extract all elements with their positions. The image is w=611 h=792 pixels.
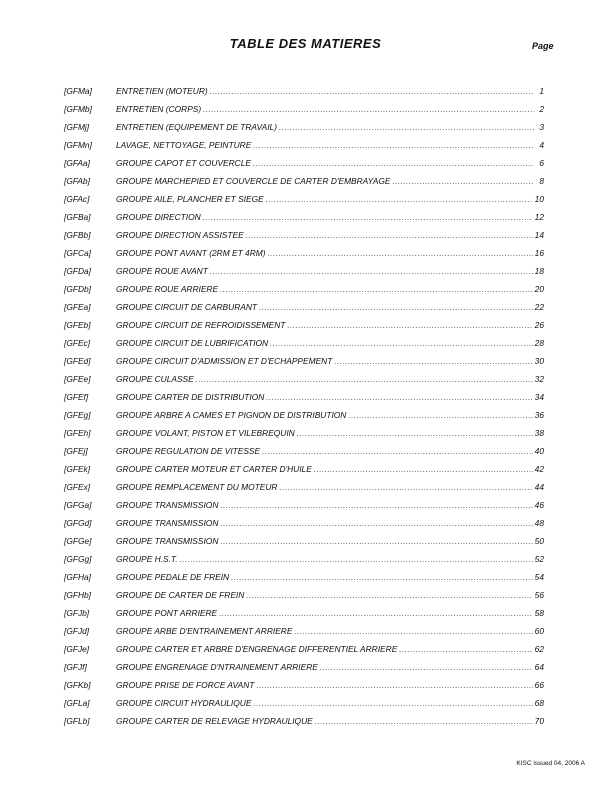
toc-entry-label: LAVAGE, NETTOYAGE, PEINTURE (116, 140, 252, 150)
dot-leader (279, 123, 534, 131)
toc-entry-label: GROUPE CARTER DE DISTRIBUTION (116, 392, 265, 402)
toc-entry-label: GROUPE CIRCUIT D'ADMISSION ET D'ECHAPPEMENT (116, 356, 333, 366)
toc-entry (64, 586, 544, 604)
toc-entry-page-number: 14 (534, 230, 544, 240)
toc-entry-code: [GFEh] (64, 428, 91, 438)
dot-leader (203, 105, 534, 113)
toc-entry-code: [GFEx] (64, 482, 91, 492)
toc-entry-label: GROUPE CIRCUIT DE REFROIDISSEMENT (116, 320, 286, 330)
toc-entry-page-number: 34 (534, 392, 544, 402)
toc-entry (64, 316, 544, 334)
toc-entry (64, 478, 544, 496)
toc-entry-page-number: 56 (534, 590, 544, 600)
dot-leader (253, 141, 534, 149)
toc-entry-code: [GFHa] (64, 572, 91, 582)
toc-entry-code: [GFLb] (64, 716, 90, 726)
toc-entry-code: [GFMn] (64, 140, 92, 150)
toc-entry-code: [GFMa] (64, 86, 92, 96)
dot-leader (294, 627, 532, 635)
dot-leader (279, 483, 532, 491)
toc-entry-page-number: 36 (534, 410, 544, 420)
toc-entry (64, 532, 544, 550)
toc-entry-page-number: 68 (534, 698, 544, 708)
dot-leader (266, 195, 533, 203)
dot-leader (287, 321, 532, 329)
dot-leader (246, 591, 532, 599)
toc-entry-page-number: 8 (539, 176, 544, 186)
toc-entry-page-number: 42 (534, 464, 544, 474)
toc-entry (64, 262, 544, 280)
toc-entry-page-number: 30 (534, 356, 544, 366)
toc-entry (64, 226, 544, 244)
table-of-contents (64, 82, 544, 730)
toc-entry (64, 298, 544, 316)
toc-entry-code: [GFBb] (64, 230, 91, 240)
toc-entry-label: GROUPE REGULATION DE VITESSE (116, 446, 261, 456)
toc-entry-label: GROUPE DIRECTION ASSISTEE (116, 230, 244, 240)
toc-entry-page-number: 62 (534, 644, 544, 654)
toc-entry-page-number: 26 (534, 320, 544, 330)
toc-entry-label: GROUPE DIRECTION (116, 212, 201, 222)
footer-issue-note: KISC issued 04, 2006 A (516, 760, 585, 767)
toc-entry-code: [GFDa] (64, 266, 91, 276)
dot-leader (262, 447, 533, 455)
toc-entry (64, 100, 544, 118)
toc-entry (64, 604, 544, 622)
toc-entry (64, 694, 544, 712)
dot-leader (314, 465, 533, 473)
toc-entry (64, 136, 544, 154)
toc-entry-page-number: 40 (534, 446, 544, 456)
toc-entry-code: [GFAc] (64, 194, 90, 204)
toc-entry (64, 406, 544, 424)
toc-entry-label: GROUPE CARTER MOTEUR ET CARTER D'HUILE (116, 464, 312, 474)
toc-entry-code: [GFGd] (64, 518, 92, 528)
toc-entry-code: [GFHb] (64, 590, 91, 600)
dot-leader (253, 699, 532, 707)
toc-entry-label: GROUPE TRANSMISSION (116, 500, 219, 510)
toc-entry-code: [GFJe] (64, 644, 90, 654)
toc-entry-code: [GFEd] (64, 356, 91, 366)
toc-entry-code: [GFAb] (64, 176, 90, 186)
toc-entry (64, 658, 544, 676)
toc-entry-label: GROUPE ROUE ARRIERE (116, 284, 219, 294)
toc-entry (64, 82, 544, 100)
toc-entry-label: GROUPE ARBE D'ENTRAINEMENT ARRIERE (116, 626, 293, 636)
toc-entry-page-number: 64 (534, 662, 544, 672)
toc-entry-code: [GFDb] (64, 284, 91, 294)
toc-entry-label: GROUPE PONT ARRIERE (116, 608, 218, 618)
toc-entry-label: ENTRETIEN (CORPS) (116, 104, 202, 114)
toc-entry-page-number: 18 (534, 266, 544, 276)
toc-entry-code: [GFMj] (64, 122, 90, 132)
toc-entry-page-number: 2 (539, 104, 544, 114)
toc-entry-label: GROUPE CULASSE (116, 374, 194, 384)
toc-entry-label: ENTRETIEN (MOTEUR) (116, 86, 208, 96)
toc-entry-page-number: 32 (534, 374, 544, 384)
page-title: TABLE DES MATIERES (229, 36, 382, 51)
toc-entry-label: GROUPE ENGRENAGE D'NTRAINEMENT ARRIERE (116, 662, 318, 672)
toc-entry (64, 208, 544, 226)
toc-entry (64, 352, 544, 370)
toc-entry-page-number: 44 (534, 482, 544, 492)
toc-entry-label: GROUPE ROUE AVANT (116, 266, 208, 276)
dot-leader (210, 267, 533, 275)
toc-entry-code: [GFLa] (64, 698, 90, 708)
toc-entry-code: [GFBa] (64, 212, 91, 222)
toc-entry-code: [GFJb] (64, 608, 90, 618)
dot-leader (180, 555, 533, 563)
toc-entry-page-number: 50 (534, 536, 544, 546)
toc-entry-page-number: 22 (534, 302, 544, 312)
toc-entry-code: [GFEa] (64, 302, 91, 312)
toc-entry-page-number: 38 (534, 428, 544, 438)
toc-entry (64, 154, 544, 172)
toc-entry-code: [GFEk] (64, 464, 91, 474)
toc-entry-code: [GFGe] (64, 536, 92, 546)
toc-entry-label: GROUPE CAPOT ET COUVERCLE (116, 158, 251, 168)
toc-entry (64, 280, 544, 298)
toc-entry-page-number: 60 (534, 626, 544, 636)
toc-entry-label: GROUPE CIRCUIT DE CARBURANT (116, 302, 257, 312)
dot-leader (231, 573, 533, 581)
toc-entry-label: GROUPE TRANSMISSION (116, 518, 219, 528)
dot-leader (315, 717, 533, 725)
toc-entry-label: GROUPE CARTER ET ARBRE D'ENGRENAGE DIFFERENTIEL ARRIERE (116, 644, 398, 654)
toc-entry-page-number: 20 (534, 284, 544, 294)
toc-entry-label: GROUPE H.S.T. (116, 554, 178, 564)
toc-entry-page-number: 48 (534, 518, 544, 528)
toc-entry-code: [GFGa] (64, 500, 92, 510)
toc-entry-label: GROUPE ARBRE A CAMES ET PIGNON DE DISTRIBUTION (116, 410, 347, 420)
toc-entry (64, 334, 544, 352)
dot-leader (220, 537, 532, 545)
dot-leader (220, 501, 532, 509)
toc-entry-code: [GFGg] (64, 554, 92, 564)
dot-leader (210, 87, 534, 95)
toc-entry (64, 550, 544, 568)
dot-leader (270, 339, 533, 347)
toc-entry-code: [GFKb] (64, 680, 91, 690)
toc-entry-code: [GFEf] (64, 392, 89, 402)
toc-entry-code: [GFEb] (64, 320, 91, 330)
toc-entry-page-number: 12 (534, 212, 544, 222)
dot-leader (253, 159, 534, 167)
toc-entry (64, 622, 544, 640)
toc-entry-page-number: 3 (539, 122, 544, 132)
toc-entry-page-number: 70 (534, 716, 544, 726)
dot-leader (334, 357, 532, 365)
toc-entry (64, 568, 544, 586)
toc-entry-code: [GFEe] (64, 374, 91, 384)
toc-entry-label: GROUPE CARTER DE RELEVAGE HYDRAULIQUE (116, 716, 313, 726)
toc-entry (64, 712, 544, 730)
dot-leader (220, 285, 533, 293)
toc-entry-code: [GFCa] (64, 248, 91, 258)
dot-leader (348, 411, 532, 419)
toc-entry-code: [GFEj] (64, 446, 88, 456)
toc-entry-page-number: 52 (534, 554, 544, 564)
toc-entry-label: GROUPE VOLANT, PISTON ET VILEBREQUIN (116, 428, 295, 438)
toc-entry-page-number: 6 (539, 158, 544, 168)
dot-leader (266, 393, 532, 401)
dot-leader (203, 213, 533, 221)
dot-leader (246, 231, 533, 239)
toc-entry-page-number: 46 (534, 500, 544, 510)
toc-entry (64, 514, 544, 532)
toc-entry (64, 244, 544, 262)
toc-entry-label: GROUPE MARCHEPIED ET COUVERCLE DE CARTER D'EMBRAYAGE (116, 176, 391, 186)
toc-entry-code: [GFAa] (64, 158, 90, 168)
toc-entry-code: [GFJd] (64, 626, 90, 636)
dot-leader (219, 609, 533, 617)
toc-entry-page-number: 58 (534, 608, 544, 618)
toc-entry (64, 172, 544, 190)
toc-entry-page-number: 54 (534, 572, 544, 582)
toc-entry (64, 496, 544, 514)
dot-leader (392, 177, 534, 185)
toc-entry (64, 370, 544, 388)
toc-entry-page-number: 10 (534, 194, 544, 204)
toc-entry-code: [GFMb] (64, 104, 92, 114)
toc-entry-label: GROUPE AILE, PLANCHER ET SIEGE (116, 194, 264, 204)
toc-entry-label: GROUPE CIRCUIT DE LUBRIFICATION (116, 338, 269, 348)
toc-entry-label: GROUPE PEDALE DE FREIN (116, 572, 230, 582)
dot-leader (268, 249, 533, 257)
toc-entry (64, 676, 544, 694)
page-column-label: Page (532, 41, 554, 51)
toc-entry-page-number: 1 (539, 86, 544, 96)
toc-entry-code: [GFJf] (64, 662, 87, 672)
toc-entry-page-number: 16 (534, 248, 544, 258)
toc-entry (64, 442, 544, 460)
dot-leader (220, 519, 532, 527)
toc-entry-code: [GFEc] (64, 338, 91, 348)
dot-leader (399, 645, 532, 653)
dot-leader (297, 429, 533, 437)
toc-entry-label: GROUPE REMPLACEMENT DU MOTEUR (116, 482, 278, 492)
toc-entry-code: [GFEg] (64, 410, 91, 420)
toc-entry-label: GROUPE PONT AVANT (2RM ET 4RM) (116, 248, 266, 258)
dot-leader (320, 663, 533, 671)
toc-entry (64, 424, 544, 442)
toc-entry-label: GROUPE CIRCUIT HYDRAULIQUE (116, 698, 252, 708)
toc-entry (64, 388, 544, 406)
toc-entry (64, 460, 544, 478)
toc-entry (64, 118, 544, 136)
dot-leader (196, 375, 533, 383)
toc-entry-label: GROUPE TRANSMISSION (116, 536, 219, 546)
toc-entry (64, 640, 544, 658)
toc-entry-label: GROUPE DE CARTER DE FREIN (116, 590, 245, 600)
toc-entry-page-number: 4 (539, 140, 544, 150)
dot-leader (259, 303, 533, 311)
toc-entry-page-number: 28 (534, 338, 544, 348)
toc-entry (64, 190, 544, 208)
toc-entry-page-number: 66 (534, 680, 544, 690)
toc-entry-label: ENTRETIEN (EQUIPEMENT DE TRAVAIL) (116, 122, 278, 132)
toc-entry-label: GROUPE PRISE DE FORCE AVANT (116, 680, 255, 690)
dot-leader (256, 681, 532, 689)
